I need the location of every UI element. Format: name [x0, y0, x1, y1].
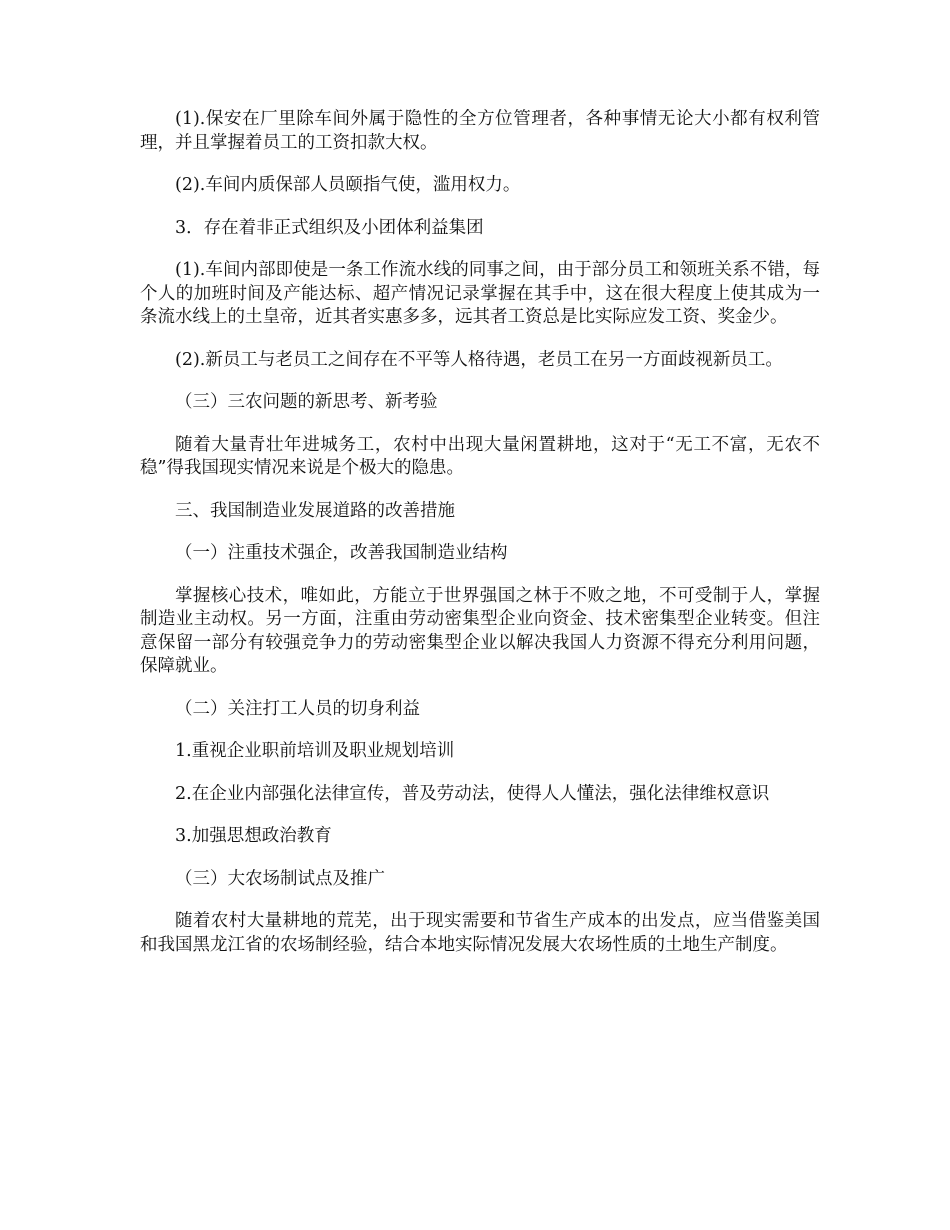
- paragraph-core-technology: 掌握核心技术，唯如此，方能立于世界强国之林于不败之地，不可受制于人，掌握制造业主动权。另一方面，注重由劳动密集型企业向资金、技术密集型企业转变。但注意保留一部分有较强竞争力的劳动密集型企业以解决我国人力资源不得充分利用问题，保障就业。: [140, 585, 820, 676]
- heading-improvement-measures: 三、我国制造业发展道路的改善措施: [175, 500, 455, 521]
- heading-technology-strengthening: （一）注重技术强企，改善我国制造业结构: [175, 543, 508, 563]
- list-item-political-education: 3.加强思想政治教育: [175, 826, 332, 846]
- heading-three-rural-issues: （三）三农问题的新思考、新考验: [175, 392, 438, 412]
- heading-worker-interests: （二）关注打工人员的切身利益: [175, 698, 420, 719]
- heading-informal-organizations: 3．存在着非正式组织及小团体利益集团: [175, 217, 484, 238]
- paragraph-idle-farmland: 随着大量青壮年进城务工，农村中出现大量闲置耕地，这对于“无工不富，无农不稳”得我国现实情况来说是个极大的隐患。: [140, 434, 820, 478]
- heading-large-farm-pilot: （三）大农场制试点及推广: [175, 868, 385, 889]
- paragraph-qa-staff-abuse: (2).车间内质保部人员颐指气使，滥用权力。: [175, 175, 521, 195]
- paragraph-new-old-employee-inequality: (2).新员工与老员工之间存在不平等人格待遇，老员工在另一方面歧视新员工。: [175, 349, 783, 370]
- paragraph-large-farm-system: 随着农村大量耕地的荒芜，出于现实需要和节省生产成本的出发点，应当借鉴美国和我国黑龙江省的农场制经验，结合本地实际情况发展大农场性质的土地生产制度。: [140, 911, 820, 955]
- list-item-training: 1.重视企业职前培训及职业规划培训: [175, 741, 455, 761]
- paragraph-security-authority: (1).保安在厂里除车间外属于隐性的全方位管理者，各种事情无论大小都有权利管理，并且掌握着员工的工资扣款大权。: [140, 109, 820, 153]
- list-item-legal-awareness: 2.在企业内部强化法律宣传，普及劳动法，使得人人懂法，强化法律维权意识: [175, 783, 770, 804]
- document-body: [140, 108, 820, 976]
- paragraph-line-leader-favoritism: (1).车间内部即使是一条工作流水线的同事之间，由于部分员工和领班关系不错，每个人的加班时间及产能达标、超产情况记录掌握在其手中，这在很大程度上使其成为一条流水线上的土皇帝，近其者实惠多多，远其者工资总是比实际应发工资、奖金少。: [140, 260, 820, 327]
